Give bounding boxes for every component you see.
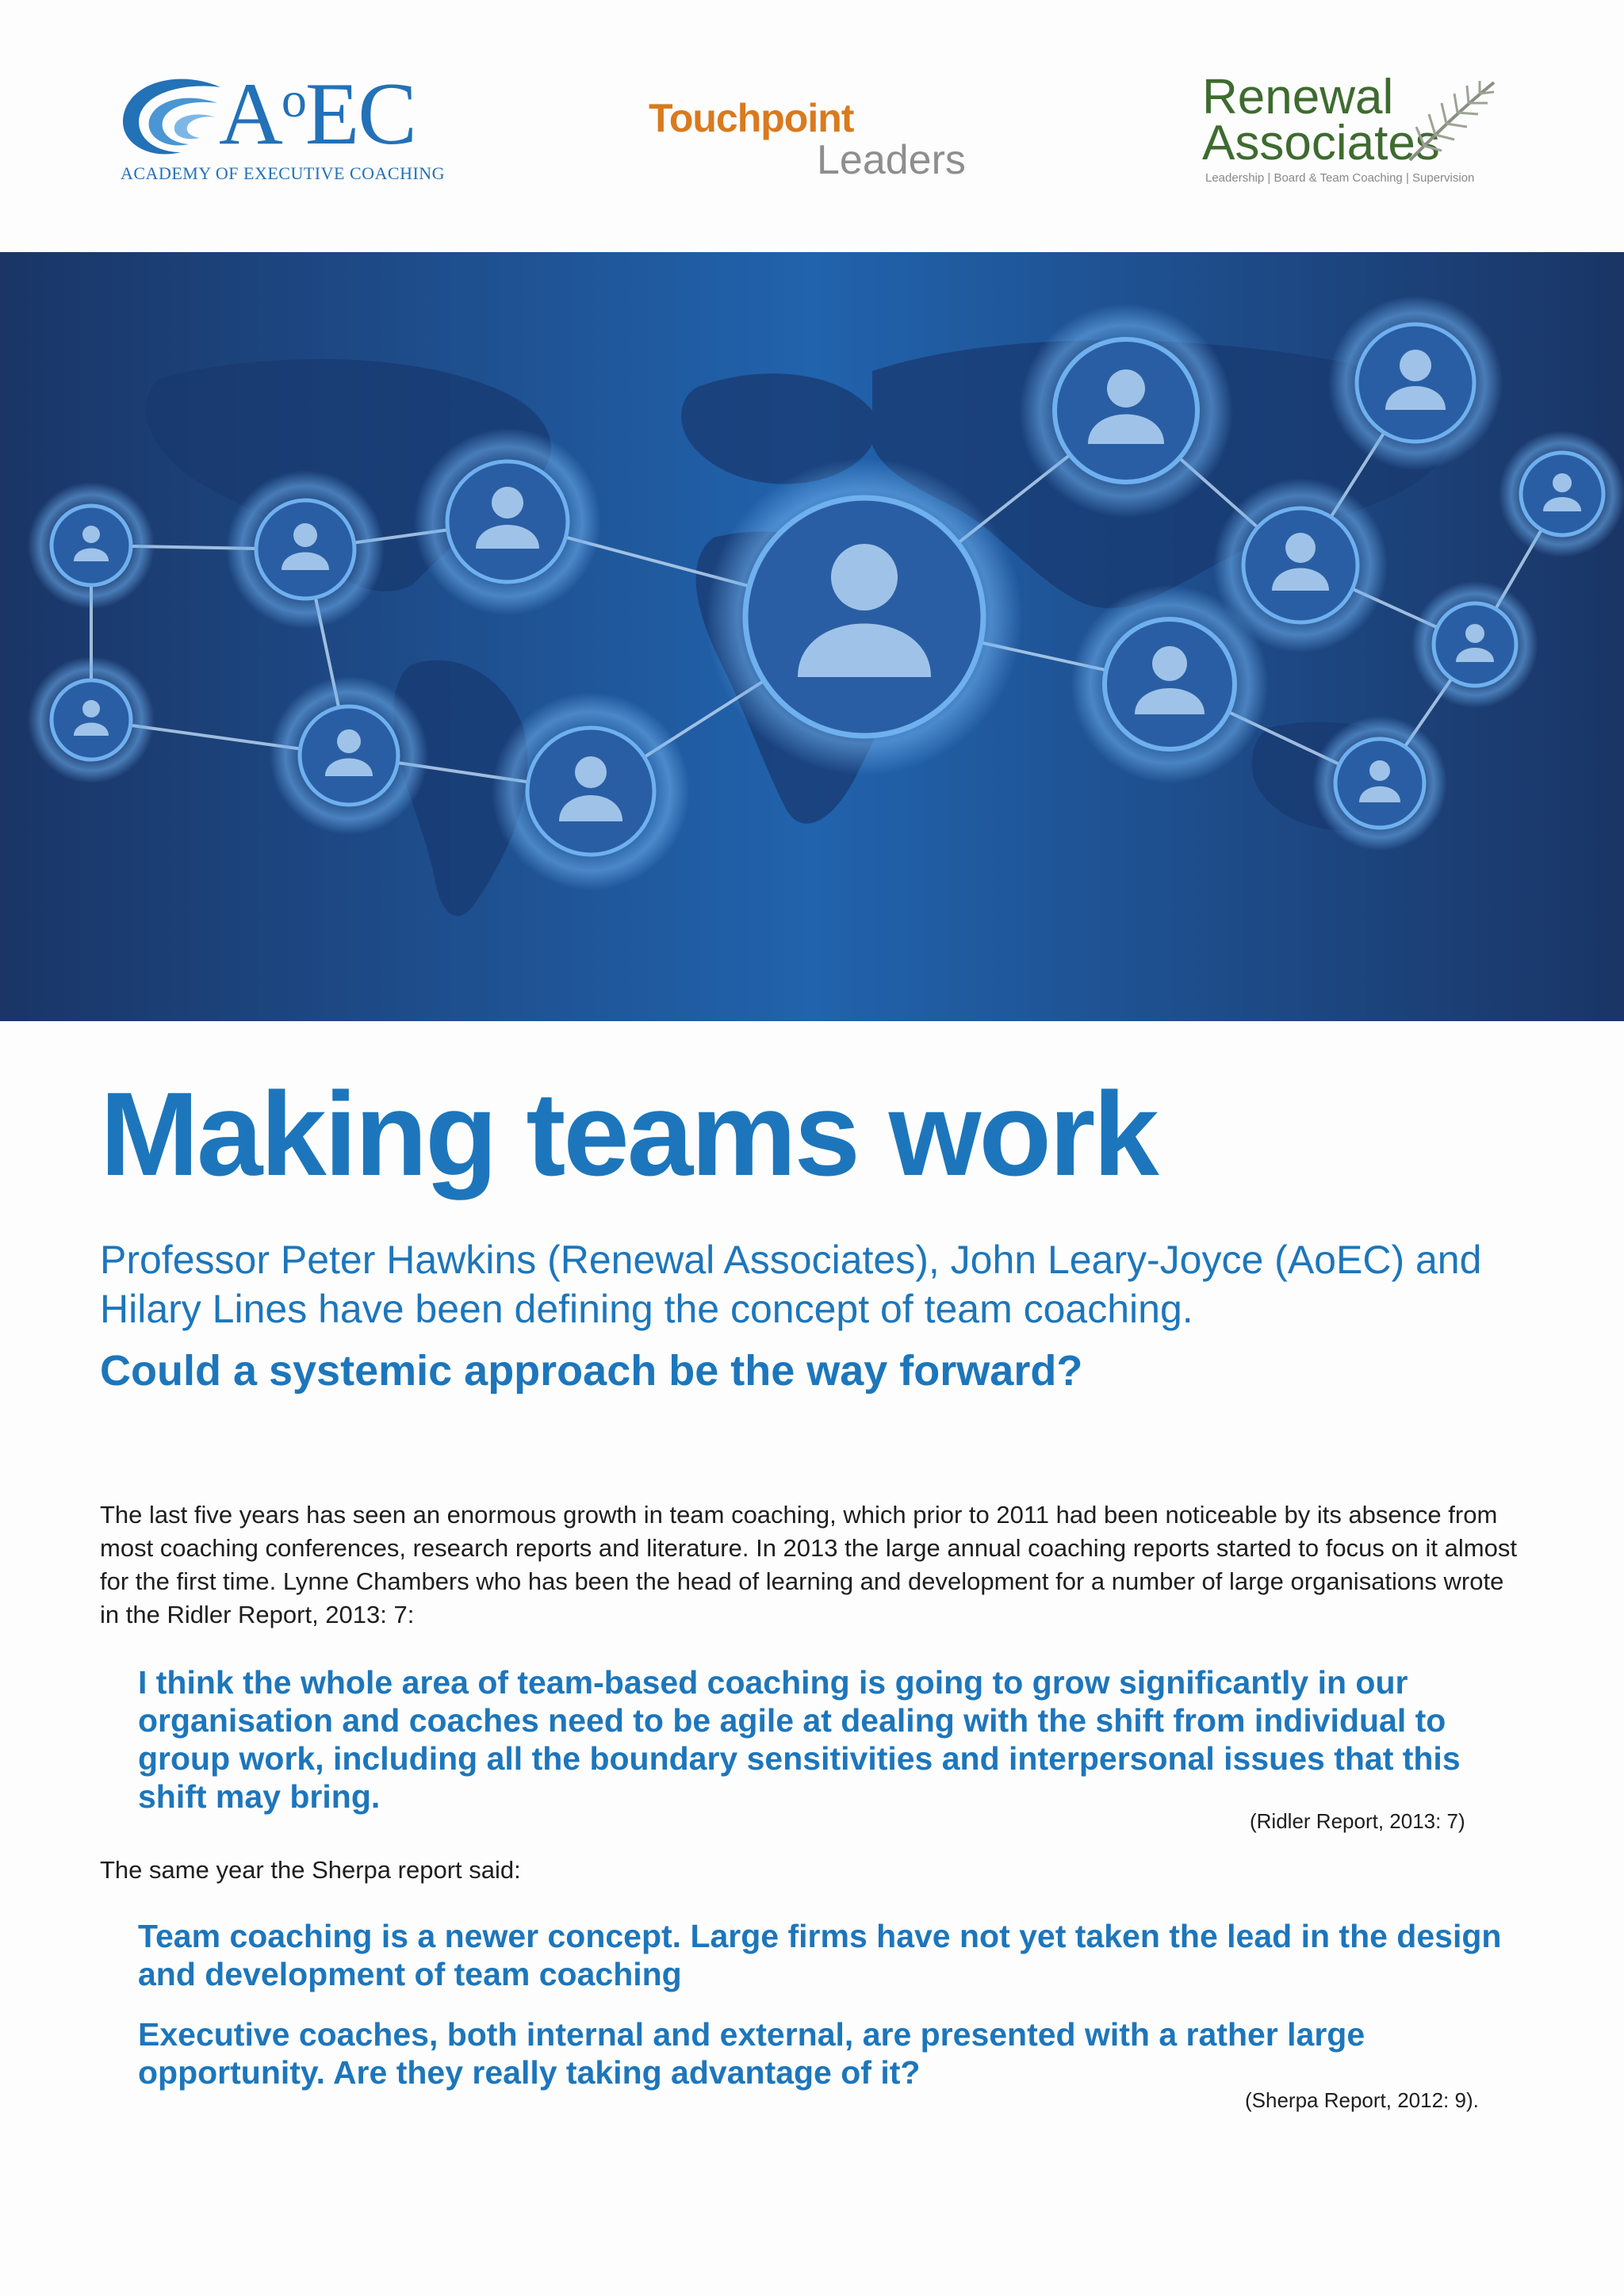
palm-leaf-icon xyxy=(1405,78,1500,165)
pull-quote-ridler: I think the whole area of team-based coaching is going to grow significantly in our organisation and coaches need to be agile at dealing with the shift from individual to group work, including all the boundary sensitivities and interpersonal issues that this shift may bring. xyxy=(138,1664,1461,1815)
renewal-associates-logo xyxy=(1202,70,1535,192)
renewal-wordmark: Renewal xyxy=(1202,70,1394,124)
leaders-wordmark: Leaders xyxy=(817,137,966,183)
touchpoint-leaders-logo xyxy=(649,95,982,190)
aoec-wordmark: $A^oEC$ xyxy=(219,65,416,163)
article-subtitle: Professor Peter Hawkins (Renewal Associates), John Leary-Joyce (AoEC) and Hilary Lines have been defining the concept of team coaching. xyxy=(100,1238,1482,1331)
touchpoint-wordmark: Touchpoint xyxy=(649,96,854,140)
aoec-swoosh-icon xyxy=(117,73,228,160)
citation-sherpa: (Sherpa Report, 2012: 9). xyxy=(1245,2088,1479,2112)
aoec-tagline: ACADEMY OF EXECUTIVE COACHING xyxy=(121,163,446,183)
article-question: Could a systemic approach be the way forward? xyxy=(100,1347,1083,1395)
citation-ridler: (Ridler Report, 2013: 7) xyxy=(1250,1809,1465,1833)
renewal-tagline: Leadership | Board & Team Coaching | Supervision xyxy=(1205,171,1475,185)
associates-wordmark: Associates xyxy=(1202,116,1440,170)
article-title: Making teams work xyxy=(100,1067,1157,1200)
aoec-logo xyxy=(117,65,450,189)
hero-network-image xyxy=(0,252,1624,1021)
partner-logos xyxy=(0,0,1624,254)
pull-quote-sherpa-2: Executive coaches, both internal and external, are presented with a rather large opportunity. Are they really taking advantage of it? xyxy=(138,2016,1365,2091)
body-paragraph: The last five years has seen an enormous growth in team coaching, which prior to 2011 had been noticeable by its absence from most coaching conferences, research reports and literature. In 2013 the large annual coaching reports started to focus on it almost for the first time. Lynne Chambers who has been the head of learning and development for a number of large organisations wrote in the Ridler Report, 2013: 7: xyxy=(100,1501,1517,1628)
pull-quote-sherpa-1: Team coaching is a newer concept. Large firms have not yet taken the lead in the design and development of team coaching xyxy=(138,1918,1502,1992)
body-paragraph: The same year the Sherpa report said: xyxy=(100,1856,521,1884)
